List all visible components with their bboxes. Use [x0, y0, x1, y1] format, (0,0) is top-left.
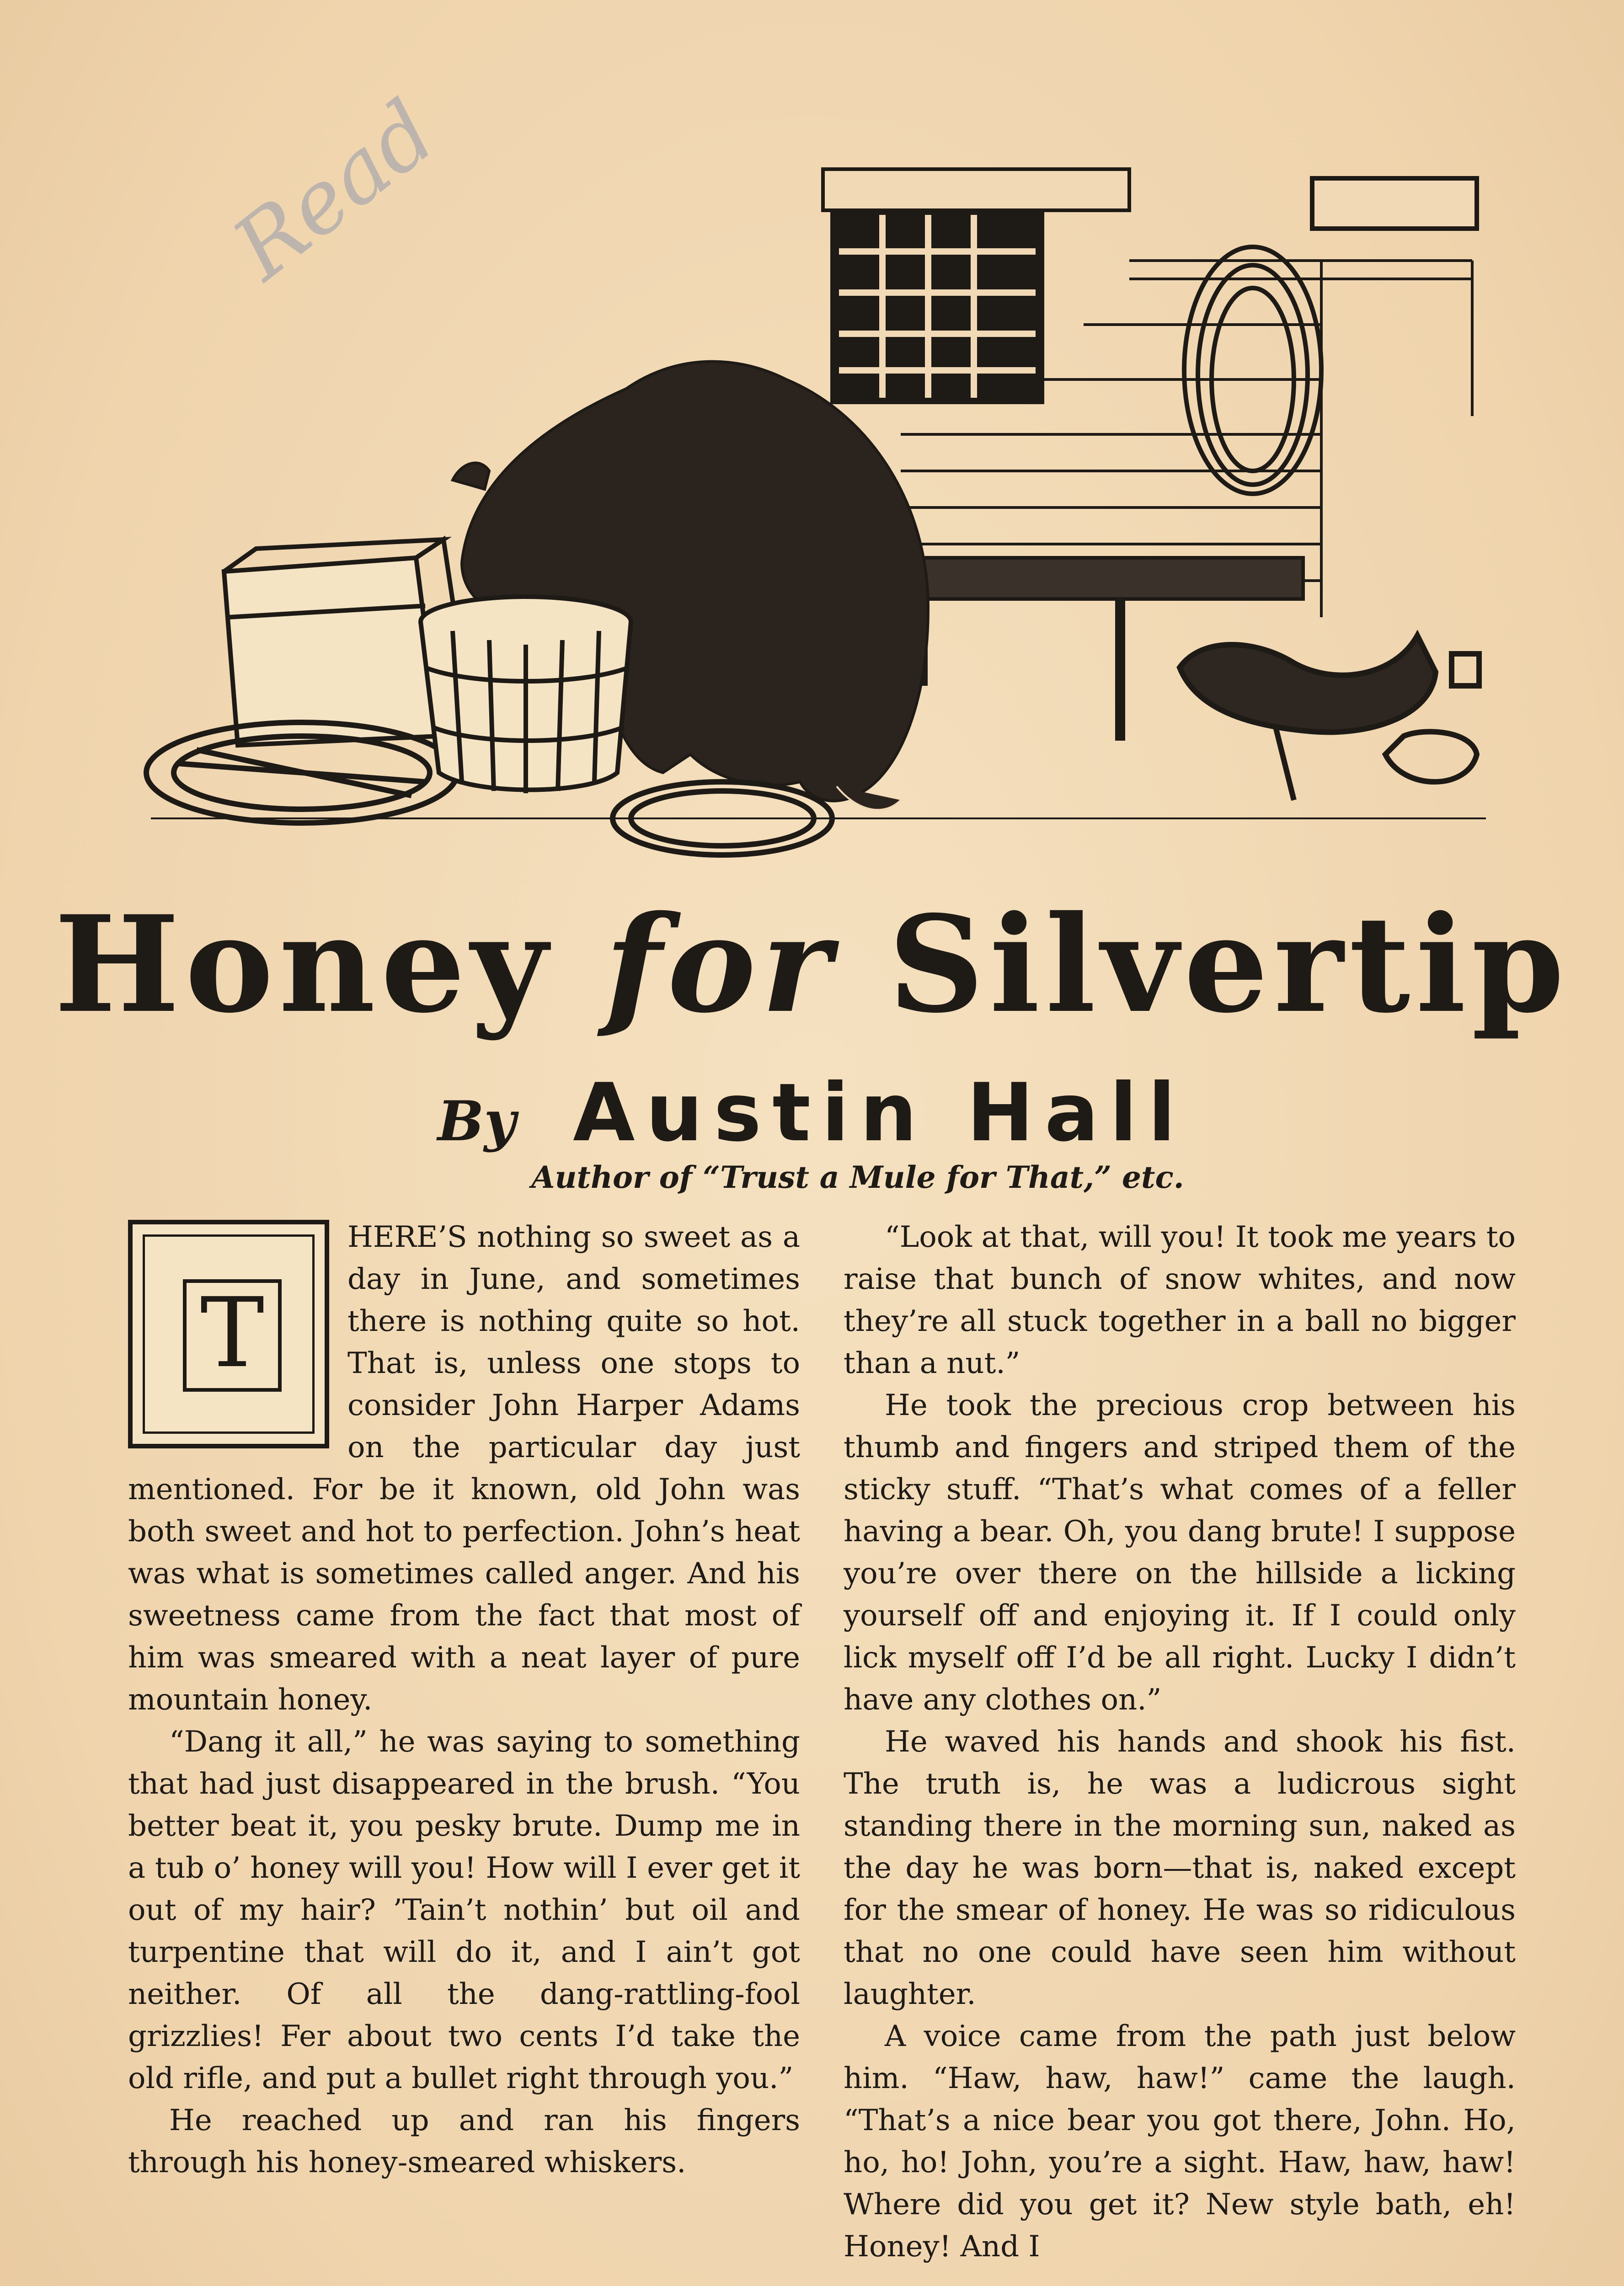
author-name: Austin Hall: [573, 1067, 1186, 1159]
bear-illustration: [123, 160, 1509, 873]
paragraph: HERE’S nothing so sweet as a day in June, and sometimes there is nothing quite so hot. That is, unless one stops to consider John Harper Adams on the particular day just mentioned. For be it known, old John was both sweet and hot to perfection. John’s heat was what is sometimes called anger. And his sweetness came from the fact that most of him was smeared with a neat layer of pure mountain honey.: [128, 1220, 800, 1717]
hanging-rope: [1184, 178, 1477, 494]
honey-tub: [421, 597, 631, 793]
sled-frame: [146, 722, 457, 823]
paragraph: A voice came from the path just below him. “Haw, haw, haw!” came the laugh. “That’s a nice bear you got there, John. Ho, ho, ho! John, you’re a sight. Haw, haw, haw! Where did you get it? New style bath, eh! Honey! And I: [844, 2019, 1516, 2264]
author-credit: Author of “Trust a Mule for That,” etc.: [531, 1159, 1184, 1195]
paragraph: He waved his hands and shook his fist. The truth is, he was a ludicrous sight standing there in the morning sun, naked as the day he was born—that is, naked except for the smear of honey. He was so ridiculous that no one could have seen him without laughter.: [844, 1725, 1516, 2011]
dropcap-ornament: [128, 1220, 329, 1448]
saddle: [1180, 636, 1479, 800]
paragraph: “Dang it all,” he was saying to something that had just disappeared in the brush. “You better beat it, you pesky brute. Dump me in a tub o’ honey will you! How will I ever get it out of my hair? ’Tain’t nothin’ but oil and turpentine that will do it, and I ain’t got neither. Of all the dang-rattling-fool grizzlies! Fer about two cents I’d take the old rifle, and put a bullet right through you.”: [128, 1725, 800, 2095]
byline-prefix: By: [438, 1089, 516, 1154]
title-part-for: for: [604, 887, 837, 1042]
dropcap-letter: T: [183, 1279, 282, 1392]
left-column: [128, 1216, 800, 2184]
cabin-window: [823, 169, 1129, 402]
pencil-annotation: Read: [215, 81, 454, 299]
byline: [0, 1067, 1624, 1165]
paragraph: “Look at that, will you! It took me years to raise that bunch of snow whites, and now they’re all stuck together in a ball no bigger than a nut.”: [844, 1220, 1516, 1380]
title-part-silvertip: Silvertip: [888, 887, 1570, 1042]
paragraph: He reached up and ran his fingers through his honey-smeared whiskers.: [128, 2104, 800, 2179]
right-column: [844, 1216, 1516, 2268]
title-part-honey: Honey: [54, 887, 553, 1042]
paragraph: He took the precious crop between his thumb and fingers and striped them of the sticky stuff. “That’s what comes of a feller having a bear. Oh, you dang brute! I suppose you’re over there on the hillside a licking yourself off and enjoying it. If I could only lick myself off I’d be all right. Lucky I didn’t have any clothes on.”: [844, 1389, 1516, 1717]
story-title: [0, 887, 1624, 1042]
